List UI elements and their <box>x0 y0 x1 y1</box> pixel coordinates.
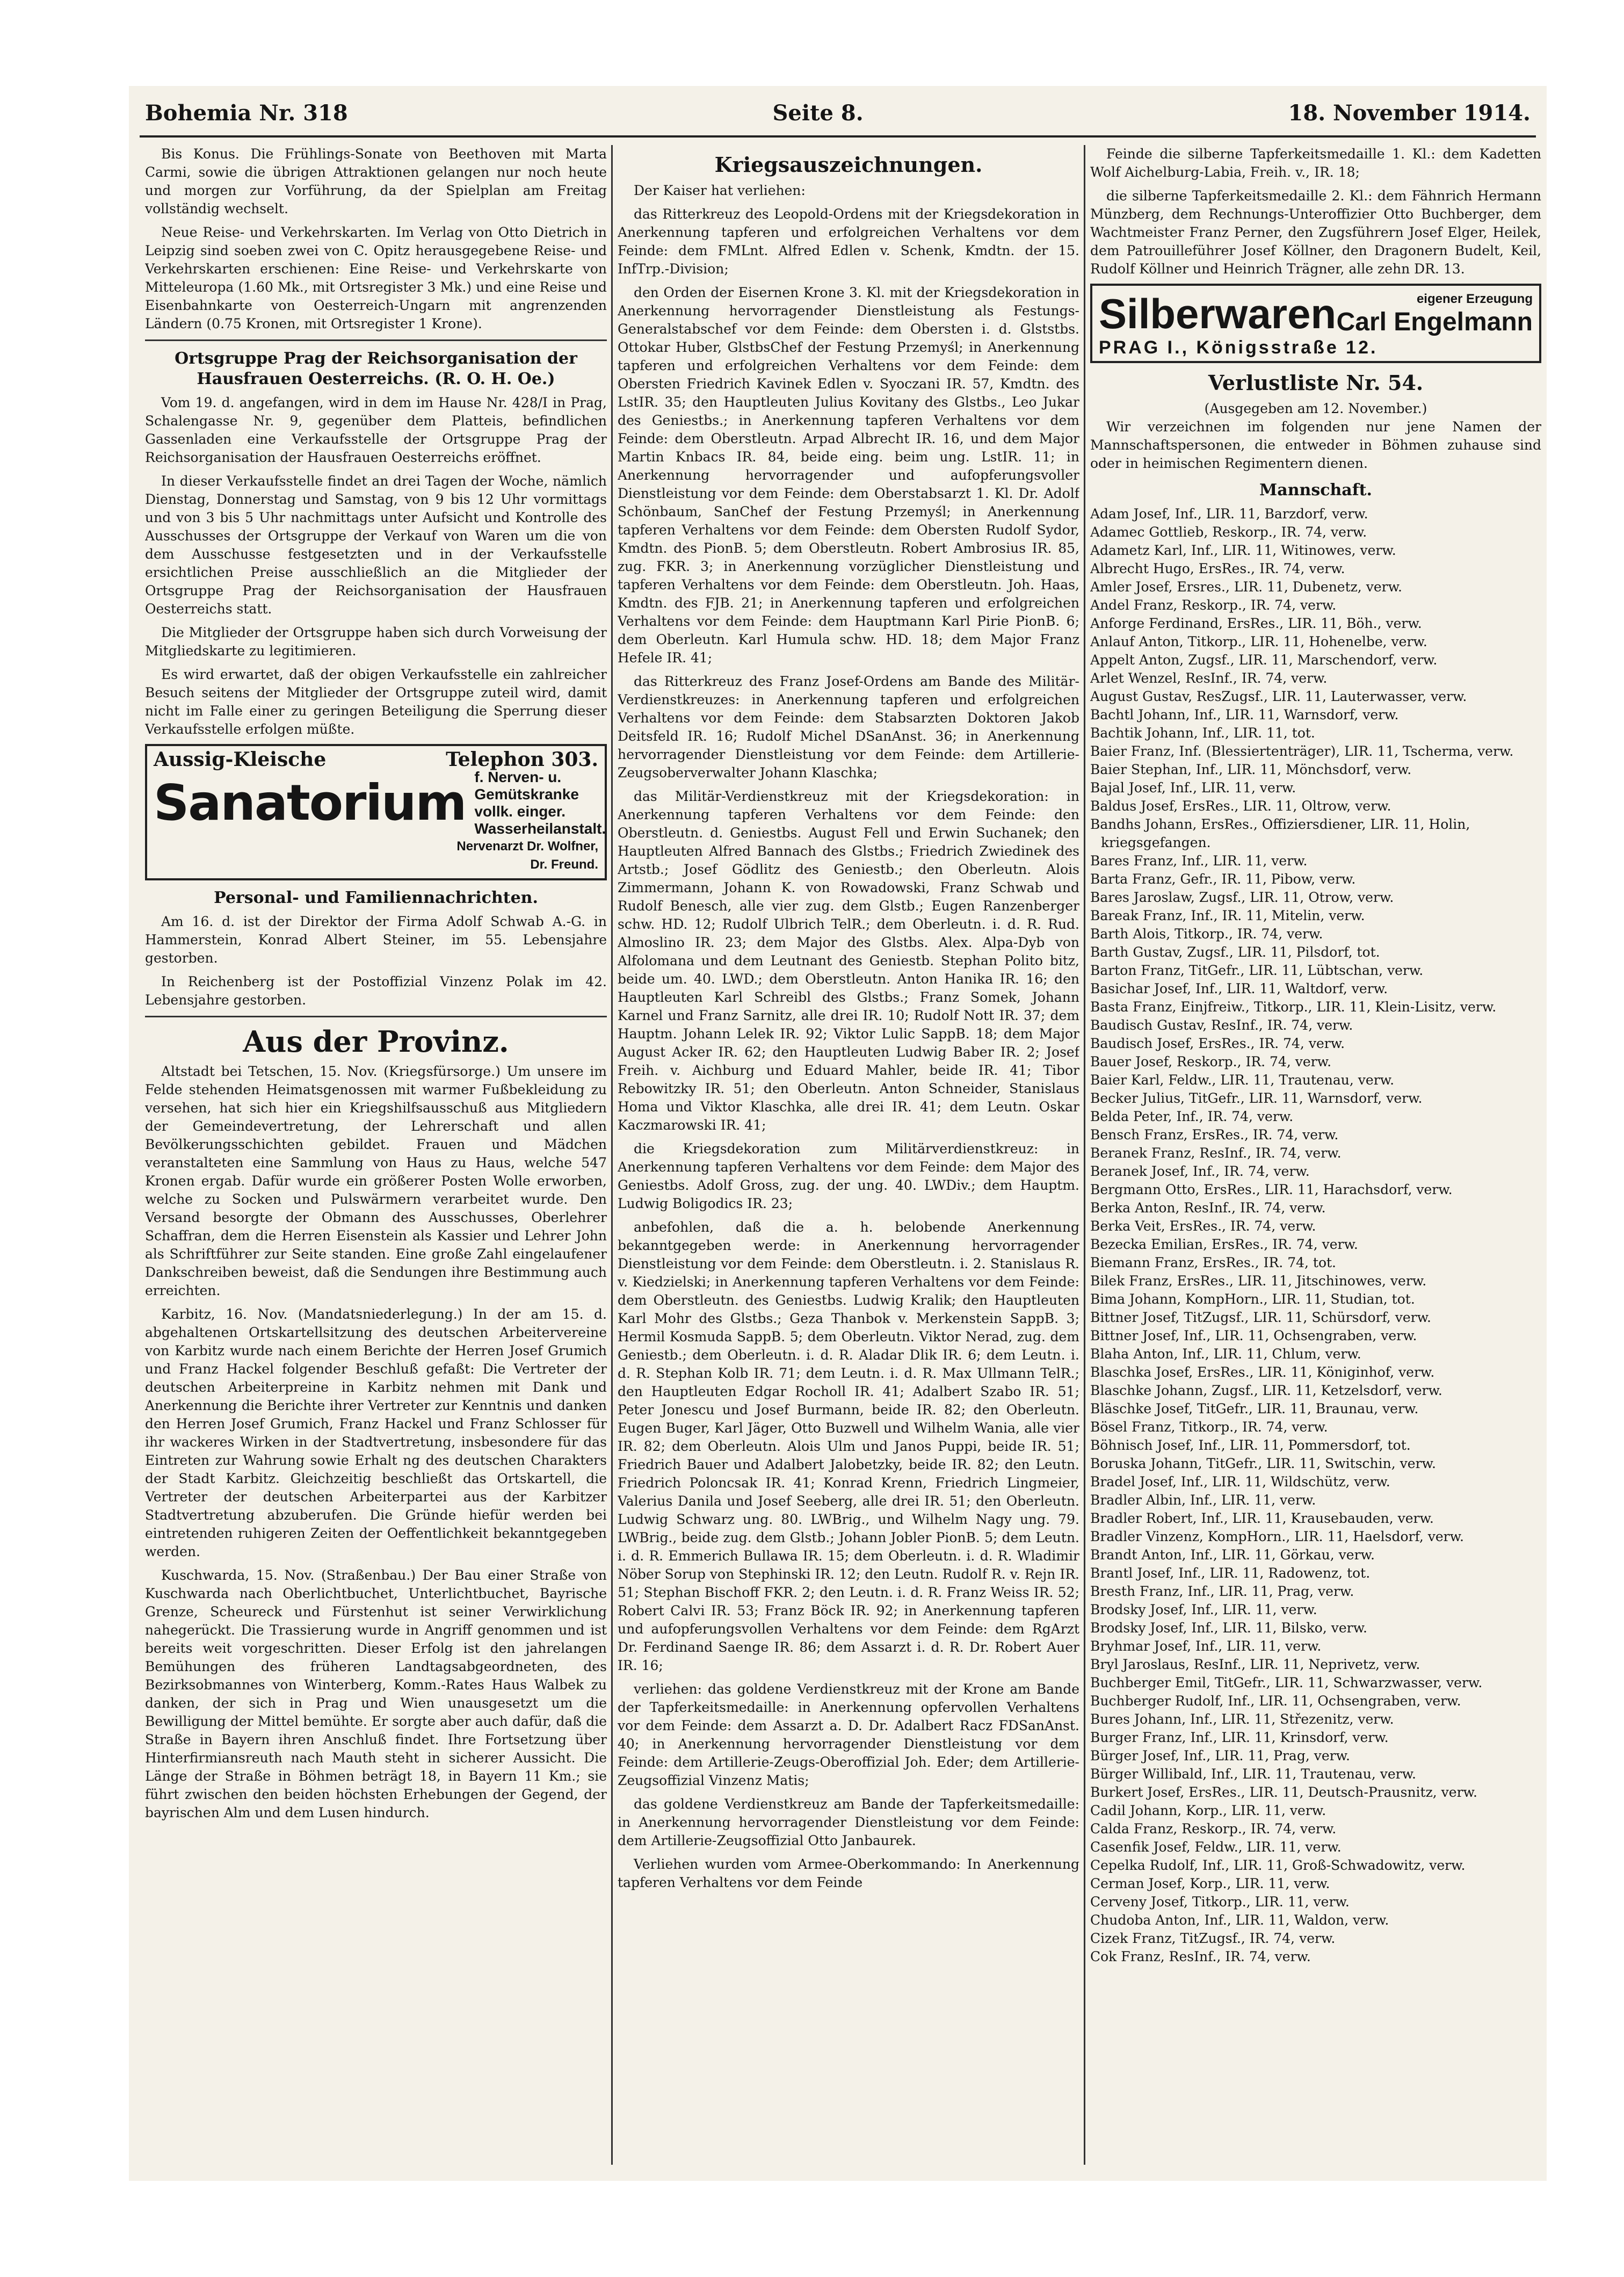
article-paragraph: Altstadt bei Tetschen, 15. Nov. (Kriegsfürsorge.) Um unsere im Felde stehenden Heimatsgenossen mit warmer Fußbekleidung zu versehen, hat sich hier ein Kriegshilfsausschuß aus Mitgliedern der Gemeindevertretung, der Lehrerschaft und allen Bevölkerungsschichten gebildet. Frauen und Mädchen veranstalteten eine Sammlung von Haus zu Haus, welche 547 Kronen ergab. Dafür wurde ein größerer Posten Wolle erworben, welche zu Socken und Pulswärmern verarbeitet wurde. Den Versand besorgte der Obmann des Ausschusses, Oberlehrer Schaffran, dem die Herren Eisenstein als Kassier und Lehrer John als Schriftführer zur Seite standen. Eine große Zahl eingelaufener Dankschreiben beweist, daß die Sendungen ihre Bestimmung auch erreichten. <box>145 1064 607 1298</box>
ad-location: Aussig-Kleische <box>154 748 327 771</box>
casualty-entry: Böhnisch Josef, Inf., LIR. 11, Pommersdorf, tot. <box>1090 1437 1411 1453</box>
ad-silberwaren-address: PRAG I., Königsstraße 12. <box>1099 337 1378 358</box>
casualty-entry: Baldus Josef, ErsRes., LIR. 11, Oltrow, verw. <box>1090 798 1391 814</box>
casualty-entry: Basichar Josef, Inf., LIR. 11, Waltdorf, verw. <box>1090 981 1388 996</box>
casualty-entry: Bradler Albin, Inf., LIR. 11, verw. <box>1090 1492 1316 1508</box>
casualty-entry: Barton Franz, TitGefr., LIR. 11, Lübtschan, verw. <box>1090 963 1424 978</box>
article-paragraph: das Ritterkreuz des Leopold-Ordens mit der Kriegsdekoration in Anerkennung tapferen und erfolgreichen Verhaltens vor dem Feinde: dem FMLnt. Alfred Edlen v. Schenk, Kmdtn. der 15. InfTrp.-Division; <box>618 206 1079 277</box>
casualty-entry: Bauer Josef, Reskorp., IR. 74, verw. <box>1090 1054 1332 1069</box>
article-paragraph: Bis Konus. Die Frühlings-Sonate von Beethoven mit Marta Carmi, sowie die übrigen Attraktionen gelangen nur noch heute und morgen zur Vorführung, da der Spielplan am Freitag vollständig wechselt. <box>145 146 607 216</box>
article-paragraph: In dieser Verkaufsstelle findet an drei Tagen der Woche, nämlich Dienstag, Donnerstag und Samstag, von 9 bis 12 Uhr vormittags und von 3 bis 5 Uhr nachmittags unter Aufsicht und Kontrolle des Ausschusses der Ortsgruppe der Verkauf von Waren um die von dem Ausschusse festgesetzten und in der Verkaufsstelle ersichtlichen Preise ausschließlich an die Mitglieder der Ortsgruppe Prag der Reichsorganisation der Hausfrauen Oesterreichs statt. <box>145 473 607 617</box>
casualty-entry: Bergmann Otto, ErsRes., LIR. 11, Harachsdorf, verw. <box>1090 1182 1453 1197</box>
ad-silberwaren-name: Carl Engelmann <box>1336 308 1533 336</box>
casualty-entry: Bares Franz, Inf., LIR. 11, verw. <box>1090 853 1308 869</box>
column-1 <box>145 145 607 2170</box>
casualty-entry: Bösel Franz, Titkorp., IR. 74, verw. <box>1090 1419 1328 1435</box>
casualty-entry: Beranek Josef, Inf., IR. 74, verw. <box>1090 1163 1310 1179</box>
article-paragraph: das Ritterkreuz des Franz Josef-Ordens am Bande des Militär-Verdienstkreuzes: in Anerkennung tapferen und erfolgreichen Verhaltens vor dem Feinde: dem Stabsarzten Doktoren Jakob Deitsfeld IR. 16; Rudolf Michel DSanAnst. 36; in Anerkennung hervorragender Dienstleistung vor dem Feinde: dem Artillerie-Zeugsoberverwalter Johann Klaschka; <box>618 674 1079 780</box>
separator <box>145 1016 607 1017</box>
article-paragraph: Feinde die silberne Tapferkeitsmedaille 1. Kl.: dem Kadetten Wolf Aichelburg-Labia, Freih. v., IR. 18; <box>1090 146 1541 180</box>
header-date: 18. November 1914. <box>1288 100 1531 126</box>
casualty-entry: Cizek Franz, TitZugsf., IR. 74, verw. <box>1090 1931 1336 1946</box>
casualty-entry: Biemann Franz, ErsRes., IR. 74, tot. <box>1090 1255 1336 1270</box>
casualty-entry: Bezecka Emilian, ErsRes., IR. 74, verw. <box>1090 1237 1358 1252</box>
mannschaft-heading: Mannschaft. <box>1259 481 1372 500</box>
casualty-entry: Belda Peter, Inf., IR. 74, verw. <box>1090 1109 1294 1124</box>
casualty-entry: Bittner Josef, Inf., LIR. 11, Ochsengraben, verw. <box>1090 1328 1417 1343</box>
article-paragraph: Karbitz, 16. Nov. (Mandatsniederlegung.) In der am 15. d. abgehaltenen Ortskartellsitzung des deutschen Arbeitervereine von Karbitz wurde nach einem Berichte der Herren Josef Grumich und Franz Hackel folgender Beschluß gefaßt: Die Vertreter der deutschen Arbeiterpreine in Karbitz nehmen mit Dank und Anerkennung die Berichte ihrer Vertreter zur Kenntnis und danken den Herren Josef Grumich, Franz Hackel und Franz Schlosser für ihr wackeres Wirken in der Stadtvertretung, insbesondere für das Eintreten zur Wahrung sowie Erhalt ng des deutschen Charakters der Stadt Karbitz. Gleichzeitig beschließt das Ortskartell, die Vertreter der deutschen Arbeiterpartei aus der Karbitzer Stadtvertretung abzuberufen. Die Gründe hiefür werden bei eintretenden ruhigeren Zeiten der Oeffentlichkeit bekanntgegeben werden. <box>145 1306 607 1559</box>
ad-doctor: Nervenarzt Dr. Wolfner, <box>456 839 598 854</box>
casualty-entry: Burger Franz, Inf., LIR. 11, Krinsdorf, verw. <box>1090 1730 1389 1745</box>
casualty-entry: Brandt Anton, Inf., LIR. 11, Görkau, verw. <box>1090 1547 1375 1563</box>
column-divider <box>1084 145 1085 2165</box>
casualty-entry: Buchberger Rudolf, Inf., LIR. 11, Ochsengraben, verw. <box>1090 1693 1461 1709</box>
casualty-entry: Bachtik Johann, Inf., LIR. 11, tot. <box>1090 725 1315 741</box>
casualty-entry: Basta Franz, Einjfreiw., Titkorp., LIR. 11, Klein-Lisitz, verw. <box>1090 999 1497 1015</box>
verlustliste-subheading: (Ausgegeben am 12. November.) <box>1204 401 1427 416</box>
ortsgruppe-heading: Ortsgruppe Prag der Reichsorganisation der Hausfrauen Oesterreichs. (R. O. H. Oe.) <box>175 349 577 388</box>
casualty-entry: Casenfik Josef, Feldw., LIR. 11, verw. <box>1090 1839 1342 1855</box>
column-divider <box>611 145 613 2165</box>
casualty-entry: Bures Johann, Inf., LIR. 11, Střezenitz, verw. <box>1090 1711 1394 1727</box>
article-paragraph: Es wird erwartet, daß der obigen Verkaufsstelle ein zahlreicher Besuch seitens der Mitglieder der Ortsgruppe zuteil wird, damit nicht im Falle einer zu geringen Beteiligung die Sperrung dieser Verkaufsstelle erfolgen müßte. <box>145 667 607 737</box>
casualty-entry: Bürger Josef, Inf., LIR. 11, Prag, verw. <box>1090 1748 1350 1763</box>
casualty-entry: Bajal Josef, Inf., LIR. 11, verw. <box>1090 780 1296 796</box>
casualty-entry: Cepelka Rudolf, Inf., LIR. 11, Groß-Schwadowitz, verw. <box>1090 1857 1466 1873</box>
header-title: Bohemia Nr. 318 <box>145 100 348 126</box>
casualty-entry: Cadil Johann, Korp., LIR. 11, verw. <box>1090 1803 1326 1818</box>
verlustliste-heading: Verlustliste Nr. 54. <box>1208 371 1424 395</box>
ad-sanatorium-word: Sanatorium <box>154 774 466 832</box>
casualty-entry: Arlet Wenzel, ResInf., IR. 74, verw. <box>1090 670 1328 686</box>
ad-telephone: Telephon 303. <box>446 748 598 771</box>
casualty-entry: Adam Josef, Inf., LIR. 11, Barzdorf, verw. <box>1090 506 1368 522</box>
article-paragraph: verliehen: das goldene Verdienstkreuz mit der Krone am Bande der Tapferkeitsmedaille: in Anerkennung opfervollen Verhaltens vor dem Feinde: dem Assarzt a. D. Dr. Adalbert Racz FDSanAnst. 40; in Anerkennung hervorragender Dienstleistung vor dem Feinde: dem Artillerie-Zeugs-Oberoffizial Joh. Eder; dem Artillerie-Zeugsoffizial Vinzenz Matis; <box>618 1681 1079 1788</box>
casualty-entry: Bima Johann, KompHorn., LIR. 11, Studian, tot. <box>1090 1291 1415 1307</box>
article-paragraph: das Militär-Verdienstkreuz mit der Kriegsdekoration: in Anerkennung tapferen Verhaltens vor dem Feinde: den Oberstleutn. d. Geniestbs. August Fell und Erwin Suchanek; den Hauptleuten Alfred Bannach des Glstbs.; Friedrich Zwiedinek des Artstb.; Josef Gödlitz des Geniestb.; den Oberleutn. Alois Zimmermann, Johann K. von Rowadowski, Franz Schwab und Rudolf Benesch, alle vier zug. dem Glstb.; Eugen Ranzenberger schw. HD. 12; Rudolf Ulbrich TelR.; dem Oberleutn. i. d. R. Rud. Almoslino IR. 23; dem Major des Glstbs. Alex. Alpa-Dyb von Alfolomana und dem Leutnant des Geniestb. Stephan Polito bitz, beide um. 40. LWD.; dem Oberstleutn. Anton Hanika IR. 16; den Hauptleuten Karl Schreibl des Glstbs.; Franz Somek, Johann Karnel und Franz Sarnitz, alle drei IR. 10; Rudolf Nott IR. 37; dem Hauptm. Johann Lelek IR. 92; Viktor Lulic SappB. 18; dem Major August Acker IR. 62; den Hauptleuten Ludwig Baber IR. 2; Josef Freih. v. Aichburg und Eduard Mahler, beide IR. 41; Tibor Rebowitzky IR. 51; den Oberleutn. Anton Schneider, Stanislaus Homa und Viktor Klaschka, alle drei IR. 41; dem Leutn. Oskar Kaczmarowski IR. 41; <box>618 789 1079 1133</box>
page-header <box>145 97 1531 129</box>
casualty-entry: Bläschke Josef, TitGefr., LIR. 11, Braunau, verw. <box>1090 1401 1419 1416</box>
article-paragraph: Neue Reise- und Verkehrskarten. Im Verlag von Otto Dietrich in Leipzig sind soeben zwei von C. Opitz herausgegebene Reise- und Verkehrskarten erschienen: Eine Reise- und Verkehrskarte von Mitteleuropa (1.60 Mk., mit Ortsregister 3 Mk.) und eine Reise und Eisenbahnkarte von Oesterreich-Ungarn mit angrenzenden Ländern (0.75 Kronen, mit Ortsregister 1 Krone). <box>145 225 607 331</box>
casualty-entry: Buchberger Emil, TitGefr., LIR. 11, Schwarzwasser, verw. <box>1090 1675 1483 1690</box>
casualty-entry: Bachtl Johann, Inf., LIR. 11, Warnsdorf, verw. <box>1090 707 1399 722</box>
header-page-number: Seite 8. <box>772 100 864 126</box>
casualty-entry: Albrecht Hugo, ErsRes., IR. 74, verw. <box>1090 561 1345 576</box>
casualty-entry: Barth Alois, Titkorp., IR. 74, verw. <box>1090 926 1323 942</box>
article-paragraph: Kuschwarda, 15. Nov. (Straßenbau.) Der Bau einer Straße von Kuschwarda nach Oberlichtbuchet, Unterlichtbuchet, Bayrische Grenze, Scheureck und Fürstenhut ist seiner Verwirklichung nahegerückt. Die Trassierung wurde in Angriff genommen und ist bereits weit vorgeschritten. Dieser Erfolg ist den jahrelangen Bemühungen des früheren Landtagsabgeordneten, des Bezirksobmannes von Winterberg, Komm.-Rates Haus Walbek zu danken, der sich in Prag und Wien unausgesetzt um die Bewilligung der Mittel bemühte. Er sorgte aber auch dafür, daß die Straße in Bayern ihren Anschluß findet. Ihre Fortsetzung über Hinterfirmiansreuth nach Mauth steht in sicherer Aussicht. Die Länge der Straße in Böhmen beträgt 18, in Bayern 11 Km.; sie führt zwischen den beiden höchsten Erhebungen der Gegend, der bayrischen Alm und dem Lusen hindurch. <box>145 1567 607 1820</box>
casualty-entry: Boruska Johann, TitGefr., LIR. 11, Switschin, verw. <box>1090 1456 1436 1471</box>
casualty-entry: Bradel Josef, Inf., LIR. 11, Wildschütz, verw. <box>1090 1474 1390 1490</box>
article-paragraph: Der Kaiser hat verliehen: <box>634 183 806 198</box>
kriegsauszeichnungen-heading: Kriegsauszeichnungen. <box>714 153 983 177</box>
newspaper-page <box>129 86 1547 2181</box>
casualty-entry: Blaschke Johann, Zugsf., LIR. 11, Ketzelsdorf, verw. <box>1090 1383 1442 1398</box>
casualty-entry: Bresth Franz, Inf., LIR. 11, Prag, verw. <box>1090 1584 1354 1599</box>
casualty-entry: Brodsky Josef, Inf., LIR. 11, verw. <box>1090 1602 1317 1617</box>
article-paragraph: In Reichenberg ist der Postoffizial Vinzenz Polak im 42. Lebensjahre gestorben. <box>145 974 607 1008</box>
casualty-entry: Bradler Robert, Inf., LIR. 11, Krausebauden, verw. <box>1090 1510 1434 1526</box>
casualty-entry: Bryl Jaroslaus, ResInf., LIR. 11, Neprivetz, verw. <box>1090 1657 1420 1672</box>
article-paragraph: Die Mitglieder der Ortsgruppe haben sich durch Vorweisung der Mitgliedskarte zu legitimieren. <box>145 625 607 659</box>
article-paragraph: Vom 19. d. angefangen, wird in dem im Hause Nr. 428/I in Prag, Schalengasse Nr. 9, gegenüber dem Platteis, befindlichen Gassenladen eine Verkaufsstelle der Ortsgruppe Prag der Reichsorganisation der Hausfrauen Oesterreichs eröffnet. <box>145 395 607 465</box>
casualty-entry: Baudisch Gustav, ResInf., IR. 74, verw. <box>1090 1017 1353 1033</box>
casualty-entry: August Gustav, ResZugsf., LIR. 11, Lauterwasser, verw. <box>1090 689 1467 704</box>
casualty-entry: Bittner Josef, TitZugsf., LIR. 11, Schürsdorf, verw. <box>1090 1310 1431 1325</box>
article-paragraph: anbefohlen, daß die a. h. belobende Anerkennung bekanntgegeben werde: in Anerkennung hervorragender Dienstleistung vor dem Feinde: dem Oberstleutn. i. 2. Stanislaus R. v. Kiedzielski; in Anerkennung tapferen Verhaltens vor dem Feinde: dem Oberstleutn. des Geniestbs. Ludwig Kralik; den Hauptleuten Karl Mohr des Glstbs.; Geza Thanbok v. Merkenstein SappB. 3; Hermil Kosmuda SappB. 5; dem Oberleutn. Viktor Nerad, zug. dem Geniestb.; dem Oberleutn. i. d. R. Aladar Dlik IR. 6; dem Leutn. i. d. R. Stephan Kolb IR. 71; dem Leutn. i. d. R. Max Ullmann TelR.; den Hauptleuten Edgar Rocholl IR. 41; Adalbert Szabo IR. 51; Peter Jonescu und Josef Burmann, beide IR. 82; den Oberleutn. Eugen Buger, Karl Jäger, Otto Buzwell und Wilhelm Wania, alle vier IR. 82; dem Oberleutn. Alois Ulm und Janos Puppi, beide IR. 51; Friedrich Bauer und Adalbert Jalobetzky, beide IR. 82; den Leutn. Friedrich Poloncsak IR. 41; Konrad Krenn, Friedrich Lingmeier, Valerius Danila und Josef Seeberg, alle drei IR. 51; den Oberleutn. Ludwig Schwarz ung. 80. LWBrig., und Wilhelm Nagy ung. 79. LWBrig., beide zug. dem Glstb.; Johann Jobler PionB. 5; dem Leutn. i. d. R. Emmerich Bullawa IR. 15; dem Oberleutn. i. d. R. Wladimir Nöber Sorup von Stephinski IR. 12; den Leutn. Rudolf R. v. Rejn IR. 51; Stephan Bischoff FKR. 2; den Leutn. i. d. R. Franz Weiss IR. 52; Robert Calvi IR. 53; Franz Böck IR. 92; in Anerkennung tapferen und aufopferungsvollen Verhaltens vor dem Feinde: dem RgArzt Dr. Ferdinand Saenge IR. 86; dem Assarzt i. d. R. Dr. Robert Auer IR. 16; <box>618 1219 1079 1673</box>
casualty-entry: Bradler Vinzenz, KompHorn., LIR. 11, Haelsdorf, verw. <box>1090 1529 1465 1544</box>
provinz-heading: Aus der Provinz. <box>243 1024 509 1059</box>
ad-doctor: Dr. Freund. <box>530 857 598 872</box>
casualty-entry: Andel Franz, Reskorp., IR. 74, verw. <box>1090 597 1337 613</box>
column-2 <box>618 145 1079 2170</box>
casualty-entry: Blaschka Josef, ErsRes., LIR. 11, Königinhof, verw. <box>1090 1364 1435 1380</box>
silberwaren-advertisement <box>1090 284 1541 363</box>
article-paragraph: die Kriegsdekoration zum Militärverdienstkreuz: in Anerkennung tapferen Verhaltens vor dem Feinde: dem Major des Geniestbs. Adolf Gross, zug. der ung. 40. LWDiv.; dem Hauptm. Ludwig Boligodics IR. 23; <box>618 1141 1079 1211</box>
casualty-entry: Anforge Ferdinand, ErsRes., LIR. 11, Böh., verw. <box>1090 616 1422 631</box>
ad-silberwaren-tagline: eigener Erzeugung <box>1416 292 1533 306</box>
casualty-entry: Berka Anton, ResInf., IR. 74, verw. <box>1090 1200 1326 1216</box>
casualty-entry: Blaha Anton, Inf., LIR. 11, Chlum, verw. <box>1090 1346 1361 1362</box>
casualty-list <box>1090 505 1541 1966</box>
casualty-entry: Berka Veit, ErsRes., IR. 74, verw. <box>1090 1218 1316 1234</box>
casualty-entry: Beranek Franz, ResInf., IR. 74, verw. <box>1090 1145 1342 1161</box>
personal-heading: Personal- und Familiennachrichten. <box>214 888 538 907</box>
column-3 <box>1090 145 1541 2170</box>
casualty-entry: Bürger Willibald, Inf., LIR. 11, Trautenau, verw. <box>1090 1766 1416 1782</box>
casualty-entry: Cok Franz, ResInf., IR. 74, verw. <box>1090 1949 1311 1964</box>
casualty-entry: Chudoba Anton, Inf., LIR. 11, Waldon, verw. <box>1090 1912 1389 1928</box>
sanatorium-advertisement <box>145 744 607 880</box>
casualty-entry: Bensch Franz, ErsRes., IR. 74, verw. <box>1090 1127 1339 1143</box>
casualty-entry: Baier Stephan, Inf., LIR. 11, Mönchsdorf, verw. <box>1090 762 1412 777</box>
casualty-entry: Baier Franz, Inf. (Blessiertenträger), LIR. 11, Tscherma, verw. <box>1090 743 1514 759</box>
separator <box>145 339 607 341</box>
article-paragraph: den Orden der Eisernen Krone 3. Kl. mit der Kriegsdekoration in Anerkennung hervorragender Dienstleistung als Festungs-Generalstabschef vor dem Feinde: dem Obersten i. d. Glststbs. Ottokar Huber, GlstbsChef der Festung Przemyśl; in Anerkennung tapferen und erfolgreichen Verhaltens vor dem Feinde: dem Obersten Friedrich Kavinek Edlen v. Syoczani IR. 57, Kmdtn. des LstIR. 35; den Hauptleuten Julius Kovitany des Glstbs., Leo Jukar des Geniestbs.; in Anerkennung tapferen Verhaltens vor dem Feinde: dem Oberstleutn. Arpad Albrecht IR. 16, und dem Major Martin Knbacs IR. 84, beide eing. beim ung. LstIR. 11; in Anerkennung hervorragender und aufopferungsvoller Dienstleistung vor dem Feinde: dem Oberstabsarzt 1. Kl. Dr. Adolf Schönbaum, SanChef der Festung Przemyśl; in Anerkennung tapferen Verhaltens vor dem Feinde: dem Obersten Rudolf Sydor, Kmdtn. des PionB. 5; dem Oberstleutn. Robert Ambrosius IR. 85, zug. FKR. 3; in Anerkennung vorzüglicher Dienstleistung und tapferen Verhaltens vor dem Feinde: dem Oberstleutn. Joh. Haas, Kmdtn. des FJB. 21; in Anerkennung tapferen und erfolgreichen Verhaltens vor dem Feinde: dem Hauptmann Karl Pirie PionB. 6; dem Oberleutn. Karl Humula schw. HD. 18; dem Major Franz Hefele IR. 41; <box>618 285 1079 666</box>
casualty-entry: Appelt Anton, Zugsf., LIR. 11, Marschendorf, verw. <box>1090 652 1438 668</box>
casualty-entry: Bares Jaroslaw, Zugsf., LIR. 11, Otrow, verw. <box>1090 890 1394 905</box>
casualty-entry: Baier Karl, Feldw., LIR. 11, Trautenau, verw. <box>1090 1072 1395 1088</box>
article-paragraph: die silberne Tapferkeitsmedaille 2. Kl.: dem Fähnrich Hermann Münzberg, dem Rechnungs-Unteroffizier Otto Buchberger, dem Wachtmeister Franz Perner, den Zugsführern Josef Elger, Heilek, dem Patrouilleführer Josef Köllner, den Dragonern Budelt, Keil, Rudolf Köllner und Heinrich Trägner, alle zehn DR. 13. <box>1090 188 1541 277</box>
article-paragraph: das goldene Verdienstkreuz am Bande der Tapferkeitsmedaille: in Anerkennung hervorragender Dienstleistung vor dem Feinde: dem Artillerie-Zeugsoffizial Otto Janbaurek. <box>618 1796 1079 1848</box>
casualty-entry: Cerman Josef, Korp., LIR. 11, verw. <box>1090 1876 1330 1891</box>
article-paragraph: Am 16. d. ist der Direktor der Firma Adolf Schwab A.-G. in Hammerstein, Konrad Albert Steiner, im 55. Lebensjahre gestorben. <box>145 914 607 966</box>
header-rule <box>140 135 1536 138</box>
casualty-entry: Becker Julius, TitGefr., LIR. 11, Warnsdorf, verw. <box>1090 1090 1423 1106</box>
casualty-entry: Bareak Franz, Inf., IR. 11, Mitelin, verw. <box>1090 908 1365 923</box>
casualty-entry: Amler Josef, Ersres., LIR. 11, Dubenetz, verw. <box>1090 579 1402 595</box>
casualty-entry: Baudisch Josef, ErsRes., IR. 74, verw. <box>1090 1036 1345 1051</box>
ad-sanatorium-line: f. Nerven- u. Gemütskranke <box>474 769 579 803</box>
casualty-entry: Anlauf Anton, Titkorp., LIR. 11, Hohenelbe, verw. <box>1090 634 1427 649</box>
casualty-entry: Barta Franz, Gefr., IR. 11, Pibow, verw. <box>1090 871 1356 887</box>
casualty-entry: Brodsky Josef, Inf., LIR. 11, Bilsko, verw. <box>1090 1620 1367 1636</box>
article-paragraph: Verliehen wurden vom Armee-Oberkommando: In Anerkennung tapferen Verhaltens vor dem Feinde <box>618 1856 1079 1890</box>
article-paragraph: Wir verzeichnen im folgenden nur jene Namen der Mannschaftspersonen, die entweder in Böhmen zuhause sind oder in heimischen Regimentern dienen. <box>1090 419 1541 471</box>
casualty-entry: Bandhs Johann, ErsRes., Offiziersdiener, LIR. 11, Holin, kriegsgefangen. <box>1090 816 1470 850</box>
casualty-entry: Adamec Gottlieb, Reskorp., IR. 74, verw. <box>1090 524 1367 540</box>
casualty-entry: Barth Gustav, Zugsf., LIR. 11, Pilsdorf, tot. <box>1090 944 1380 960</box>
casualty-entry: Burkert Josef, ErsRes., LIR. 11, Deutsch-Prausnitz, verw. <box>1090 1784 1477 1800</box>
casualty-entry: Calda Franz, Reskorp., IR. 74, verw. <box>1090 1821 1337 1837</box>
ad-sanatorium-line: vollk. einger. Wasserheilanstalt. <box>474 803 606 837</box>
casualty-entry: Bilek Franz, ErsRes., LIR. 11, Jitschinowes, verw. <box>1090 1273 1427 1289</box>
casualty-entry: Bryhmar Josef, Inf., LIR. 11, verw. <box>1090 1638 1322 1654</box>
casualty-entry: Cerveny Josef, Titkorp., LIR. 11, verw. <box>1090 1894 1350 1910</box>
casualty-entry: Brantl Josef, Inf., LIR. 11, Radowenz, tot. <box>1090 1565 1371 1581</box>
casualty-entry: Adametz Karl, Inf., LIR. 11, Witinowes, verw. <box>1090 543 1396 558</box>
ad-silberwaren-word: Silberwaren <box>1099 290 1337 337</box>
